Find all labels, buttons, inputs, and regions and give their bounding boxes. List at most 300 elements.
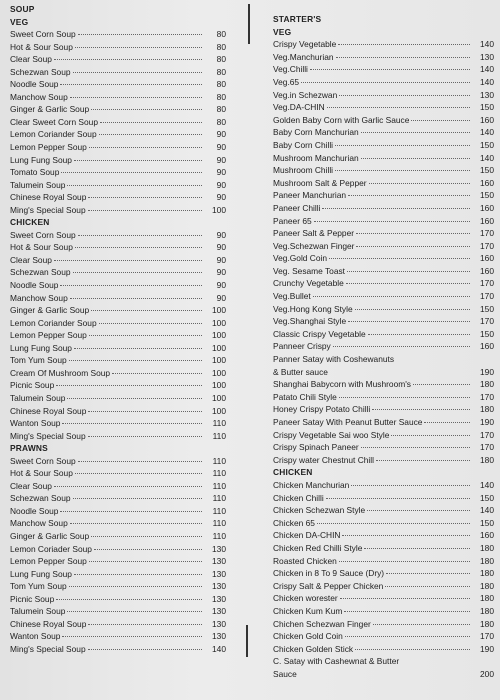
menu-item-name: Chicken Kum Kum [273, 605, 343, 616]
menu-item-name: Ginger & Garlic Soup [10, 530, 90, 541]
menu-item [10, 204, 226, 217]
leader-dots [339, 397, 470, 398]
menu-item-name: Paneer Manchurian [273, 190, 347, 201]
menu-item [10, 354, 226, 367]
menu-item [10, 154, 226, 167]
menu-item [10, 430, 226, 443]
menu-item-price: 140 [480, 76, 494, 87]
menu-item-name: Veg.Chilli [273, 64, 308, 75]
leader-dots [74, 160, 202, 161]
leader-dots [413, 384, 470, 385]
menu-item-name: Lemon Pepper Soup [10, 556, 87, 567]
menu-item [10, 568, 226, 581]
leader-dots [347, 271, 470, 272]
menu-item-price: 150 [480, 517, 494, 528]
section-title-soup: SOUP [10, 4, 35, 14]
leader-dots [54, 486, 202, 487]
menu-item [273, 403, 494, 416]
menu-item [273, 592, 494, 605]
menu-item-price: 180 [480, 404, 494, 415]
menu-item-name: Hot & Sour Soup [10, 468, 73, 479]
menu-item [10, 304, 226, 317]
menu-item-name: Chicken Manchurian [273, 479, 350, 490]
menu-item [273, 252, 494, 265]
leader-dots [100, 122, 202, 123]
menu-item-price: 130 [212, 618, 226, 629]
group-title: CHICKEN [273, 467, 313, 478]
menu-item [273, 391, 494, 404]
menu-item [273, 328, 494, 341]
menu-item-price: 90 [216, 142, 226, 153]
leader-dots [75, 47, 202, 48]
menu-item-name: Mushroom Salt & Pepper [273, 177, 367, 188]
menu-item-name: Golden Baby Corn with Garlic Sauce [273, 114, 410, 125]
leader-dots [351, 485, 470, 486]
leader-dots [78, 34, 202, 35]
menu-item-name: Crunchy Vegetable [273, 278, 344, 289]
menu-item-name: Crispy Vegetable Sai woo Style [273, 429, 390, 440]
menu-item [273, 227, 494, 240]
menu-item-name: Chinese Royal Soup [10, 618, 87, 629]
menu-item-name: Talumein Soup [10, 392, 66, 403]
menu-item-price: 110 [212, 505, 226, 516]
leader-dots [355, 309, 470, 310]
menu-item-name: Panneer Crispy [273, 341, 331, 352]
menu-item [273, 618, 494, 631]
leader-dots [335, 170, 470, 171]
menu-item-name: Noodle Soup [10, 280, 59, 291]
leader-dots [60, 285, 202, 286]
menu-item-name: & Butter sauce [273, 366, 328, 377]
leader-dots [386, 573, 470, 574]
leader-dots [73, 272, 202, 273]
menu-item [273, 114, 494, 127]
menu-item-price: 80 [216, 116, 226, 127]
menu-item-price: 140 [480, 127, 494, 138]
menu-item [10, 116, 226, 129]
menu-item-name: Schezwan Soup [10, 66, 71, 77]
group-title: VEG [10, 16, 29, 27]
menu-item [273, 76, 494, 89]
menu-item-price: 170 [480, 291, 494, 302]
menu-item-name: Paneer Salt & Pepper [273, 228, 355, 239]
menu-item-name: Chicken Golden Stick [273, 643, 354, 654]
leader-dots [369, 183, 470, 184]
menu-item-name: C. Satay with Cashewnat & Butter [273, 656, 400, 667]
menu-item-name: Talumein Soup [10, 606, 66, 617]
leader-dots [338, 44, 470, 45]
menu-item [10, 379, 226, 392]
menu-item-name: Crispy Spinach Paneer [273, 442, 359, 453]
menu-item-name: Ginger & Garlic Soup [10, 104, 90, 115]
menu-item-name: Chicken Schezwan Style [273, 505, 366, 516]
menu-item-name: Veg.Schezwan Finger [273, 240, 355, 251]
menu-item-price: 150 [480, 190, 494, 201]
menu-item-price: 180 [480, 593, 494, 604]
menu-item-name: Chicken worester [273, 593, 338, 604]
menu-item-name: Lemon Coriander Soup [10, 317, 97, 328]
menu-item-price: 100 [212, 204, 226, 215]
leader-dots [69, 360, 202, 361]
menu-item-name: Paneer 65 [273, 215, 312, 226]
menu-item-name: Chinese Royal Soup [10, 405, 87, 416]
menu-item [273, 152, 494, 165]
leader-dots [88, 436, 202, 437]
menu-item-name: Clear Sweet Corn Soup [10, 116, 98, 127]
menu-item [10, 292, 226, 305]
menu-item [273, 605, 494, 618]
menu-item-name: Chicken Red Chilli Style [273, 542, 363, 553]
menu-item [273, 290, 494, 303]
menu-item-price: 80 [216, 79, 226, 90]
menu-item-name: Patato Chili Style [273, 391, 337, 402]
menu-item-name: Panner Satay with Coshewanuts [273, 354, 395, 365]
menu-item-price: 100 [212, 355, 226, 366]
leader-dots [361, 447, 470, 448]
menu-item-name: Crispy Salt & Pepper Chicken [273, 580, 384, 591]
leader-dots [344, 611, 470, 612]
menu-item-price: 80 [216, 41, 226, 52]
menu-item-price: 90 [216, 129, 226, 140]
menu-item [10, 618, 226, 631]
menu-item-price: 180 [480, 542, 494, 553]
menu-item-name: Noodle Soup [10, 505, 59, 516]
menu-item-price: 90 [216, 242, 226, 253]
menu-item [273, 555, 494, 568]
menu-item-price: 130 [480, 89, 494, 100]
menu-item-price: 160 [480, 177, 494, 188]
menu-item [273, 189, 494, 202]
menu-item-name: Veg.Bullet [273, 291, 311, 302]
leader-dots [326, 498, 470, 499]
menu-item [273, 303, 494, 316]
menu-item-price: 130 [212, 556, 226, 567]
menu-item-name: Chicken in 8 To 9 Sauce (Dry) [273, 568, 385, 579]
starters-column [273, 13, 494, 680]
leader-dots [99, 323, 202, 324]
leader-dots [56, 599, 202, 600]
leader-dots [70, 298, 202, 299]
menu-item [10, 179, 226, 192]
menu-item [273, 164, 494, 177]
leader-dots [56, 385, 202, 386]
menu-item-price: 160 [480, 530, 494, 541]
leader-dots [424, 422, 470, 423]
menu-item-name: Ming's Special Soup [10, 204, 86, 215]
menu-item-price: 160 [480, 215, 494, 226]
leader-dots [367, 510, 470, 511]
menu-item [10, 480, 226, 493]
leader-dots [91, 536, 202, 537]
leader-dots [317, 523, 470, 524]
menu-item [273, 542, 494, 555]
menu-item-name: Clear Soup [10, 54, 52, 65]
leader-dots [67, 398, 202, 399]
menu-item [10, 630, 226, 643]
menu-item-name: Lung Fung Soup [10, 154, 72, 165]
menu-item [10, 266, 226, 279]
column-divider-lower [246, 625, 248, 657]
menu-item [10, 405, 226, 418]
menu-item-price: 170 [480, 442, 494, 453]
menu-item-name: Hot & Sour Soup [10, 41, 73, 52]
leader-dots [75, 247, 202, 248]
menu-item-price: 130 [212, 581, 226, 592]
group-title: CHICKEN [10, 217, 50, 228]
menu-item [10, 103, 226, 116]
menu-item-name: Manchow Soup [10, 518, 68, 529]
leader-dots [60, 84, 202, 85]
menu-item-price: 180 [480, 555, 494, 566]
menu-item [10, 91, 226, 104]
menu-item-price: 150 [480, 492, 494, 503]
menu-item-name: Ming's Special Soup [10, 430, 86, 441]
menu-item [273, 101, 494, 114]
menu-item [273, 479, 494, 492]
menu-item [10, 530, 226, 543]
menu-item [10, 317, 226, 330]
menu-item [273, 215, 494, 228]
menu-item-name: Lemon Coriader Soup [10, 543, 92, 554]
leader-dots [89, 147, 202, 148]
menu-item [10, 66, 226, 79]
menu-item-price: 110 [212, 455, 226, 466]
menu-item-price: 170 [480, 278, 494, 289]
menu-item [10, 455, 226, 468]
leader-dots [88, 210, 202, 211]
menu-item [273, 340, 494, 353]
leader-dots [69, 586, 202, 587]
menu-item [273, 177, 494, 190]
leader-dots [88, 411, 202, 412]
menu-item [273, 580, 494, 593]
menu-item-name: Tomato Soup [10, 167, 60, 178]
menu-item-name: Hot & Sour Soup [10, 242, 73, 253]
menu-item [273, 378, 494, 391]
menu-item [273, 202, 494, 215]
menu-item [273, 630, 494, 643]
menu-item [273, 265, 494, 278]
menu-item-price: 130 [212, 606, 226, 617]
menu-item-name: Chinese Royal Soup [10, 192, 87, 203]
menu-item-price: 140 [480, 152, 494, 163]
menu-item-price: 170 [480, 391, 494, 402]
menu-item [273, 517, 494, 530]
menu-item-name: Schezwan Soup [10, 267, 71, 278]
menu-item-price: 130 [212, 568, 226, 579]
menu-item [273, 38, 494, 51]
leader-dots [67, 611, 202, 612]
menu-item [273, 643, 494, 656]
leader-dots [329, 258, 470, 259]
menu-item-name: Lemon Pepper Soup [10, 142, 87, 153]
menu-item-name: Chicken Gold Coin [273, 631, 343, 642]
menu-item-price: 140 [480, 64, 494, 75]
menu-item-name: Roasted Chicken [273, 555, 337, 566]
leader-dots [60, 511, 202, 512]
menu-item-price: 110 [212, 468, 226, 479]
menu-item-price: 90 [216, 280, 226, 291]
leader-dots [327, 107, 470, 108]
menu-item-name: Mushroom Manchurian [273, 152, 359, 163]
menu-item [10, 128, 226, 141]
menu-item-price: 160 [480, 202, 494, 213]
menu-item-name: Veg.in Schezwan [273, 89, 338, 100]
menu-item-price: 80 [216, 104, 226, 115]
menu-item [273, 441, 494, 454]
menu-item-name: Veg.Hong Kong Style [273, 303, 353, 314]
leader-dots [78, 235, 202, 236]
menu-item [10, 28, 226, 41]
menu-item [273, 89, 494, 102]
menu-item-price: 180 [480, 580, 494, 591]
menu-item-name: Veg.Manchurian [273, 51, 334, 62]
menu-item-price: 130 [212, 631, 226, 642]
menu-item-price: 180 [480, 454, 494, 465]
menu-item-price: 150 [480, 303, 494, 314]
leader-dots [356, 233, 470, 234]
leader-dots [342, 535, 470, 536]
leader-dots [75, 473, 202, 474]
menu-item-name: Chicken 65 [273, 517, 315, 528]
menu-item-name: Clear Soup [10, 254, 52, 265]
leader-dots [376, 460, 470, 461]
menu-item-name: Sweet Corn Soup [10, 229, 76, 240]
menu-item [10, 41, 226, 54]
menu-item-price: 140 [480, 39, 494, 50]
leader-dots [89, 335, 202, 336]
menu-item [273, 567, 494, 580]
menu-item-name: Tom Yum Soup [10, 581, 67, 592]
menu-item [10, 505, 226, 518]
menu-item-price: 90 [216, 254, 226, 265]
menu-item-name: Lung Fung Soup [10, 568, 72, 579]
leader-dots [73, 498, 202, 499]
menu-item-price: 160 [480, 114, 494, 125]
leader-dots [88, 624, 202, 625]
leader-dots [313, 296, 470, 297]
leader-dots [88, 649, 202, 650]
menu-item-name: Lung Fung Soup [10, 342, 72, 353]
menu-item-price: 90 [216, 192, 226, 203]
menu-item-price: 180 [480, 605, 494, 616]
leader-dots [335, 145, 470, 146]
menu-item-name: Crispy Vegetable [273, 39, 337, 50]
menu-item-price: 90 [216, 167, 226, 178]
leader-dots [361, 132, 470, 133]
menu-item-price: 90 [216, 229, 226, 240]
leader-dots [340, 598, 470, 599]
leader-dots [411, 120, 470, 121]
menu-item-name: Baby Corn Manchurian [273, 127, 359, 138]
menu-item-name: Paneer Chilli [273, 202, 321, 213]
leader-dots [54, 59, 202, 60]
menu-item-name: Sweet Corn Soup [10, 455, 76, 466]
menu-item-price: 110 [212, 493, 226, 504]
menu-item-price: 140 [212, 643, 226, 654]
menu-item [273, 492, 494, 505]
menu-item-name: Cream Of Mushroom Soup [10, 367, 111, 378]
menu-item [10, 492, 226, 505]
menu-item-name: Paneer Satay With Peanut Butter Sauce [273, 417, 423, 427]
menu-item [10, 643, 226, 656]
leader-dots [61, 172, 202, 173]
menu-item-name: Manchow Soup [10, 292, 68, 303]
leader-dots [348, 321, 470, 322]
menu-item-name: Ginger & Garlic Soup [10, 305, 90, 316]
menu-item-name: Veg.65 [273, 76, 300, 87]
leader-dots [339, 95, 470, 96]
menu-item [10, 279, 226, 292]
leader-dots [70, 523, 202, 524]
menu-item-name: Chichen Schezwan Finger [273, 618, 371, 629]
menu-item-price: 90 [216, 179, 226, 190]
menu-item-price: 80 [216, 91, 226, 102]
menu-item-name: Manchow Soup [10, 91, 68, 102]
leader-dots [345, 636, 470, 637]
menu-item [273, 504, 494, 517]
menu-item-name: Sweet Corn Soup [10, 29, 76, 40]
menu-item-price: 170 [480, 240, 494, 251]
menu-item-price: 90 [216, 292, 226, 303]
menu-item [273, 315, 494, 328]
menu-item [10, 241, 226, 254]
menu-item [10, 78, 226, 91]
menu-item-name: Clear Soup [10, 480, 52, 491]
menu-item [10, 229, 226, 242]
leader-dots [364, 548, 470, 549]
leader-dots [88, 197, 202, 198]
menu-item-name: Veg. Sesame Toast [273, 265, 346, 276]
menu-item [10, 329, 226, 342]
menu-item-name: Schezwan Soup [10, 493, 71, 504]
menu-item [273, 454, 494, 467]
menu-item-price: 100 [212, 392, 226, 403]
leader-dots [339, 561, 470, 562]
menu-item-price: 160 [480, 265, 494, 276]
menu-item-name: Chicken Chilli [273, 492, 324, 503]
menu-item-price: 100 [212, 342, 226, 353]
menu-item-price: 200 [480, 668, 494, 679]
leader-dots [322, 208, 470, 209]
menu-item [273, 668, 494, 681]
menu-item [10, 580, 226, 593]
menu-item-name: Wanton Soup [10, 631, 61, 642]
menu-item-price: 190 [480, 643, 494, 654]
leader-dots [94, 549, 202, 550]
leader-dots [310, 69, 470, 70]
leader-dots [333, 346, 470, 347]
leader-dots [346, 283, 470, 284]
menu-item [273, 429, 494, 442]
menu-item [10, 367, 226, 380]
menu-item-price: 110 [212, 418, 226, 429]
menu-item [10, 555, 226, 568]
menu-item-price: 80 [216, 54, 226, 65]
menu-item-name: Veg.Shanghai Style [273, 316, 347, 327]
leader-dots [91, 109, 202, 110]
leader-dots [355, 649, 470, 650]
group-title: PRAWNS [10, 443, 48, 454]
menu-item-price: 100 [212, 305, 226, 316]
menu-item-price: 150 [480, 328, 494, 339]
menu-item [10, 593, 226, 606]
menu-item [10, 543, 226, 556]
leader-dots [368, 334, 470, 335]
leader-dots [62, 636, 202, 637]
leader-dots [99, 134, 202, 135]
menu-item-name: Chicken DA-CHIN [273, 530, 341, 541]
